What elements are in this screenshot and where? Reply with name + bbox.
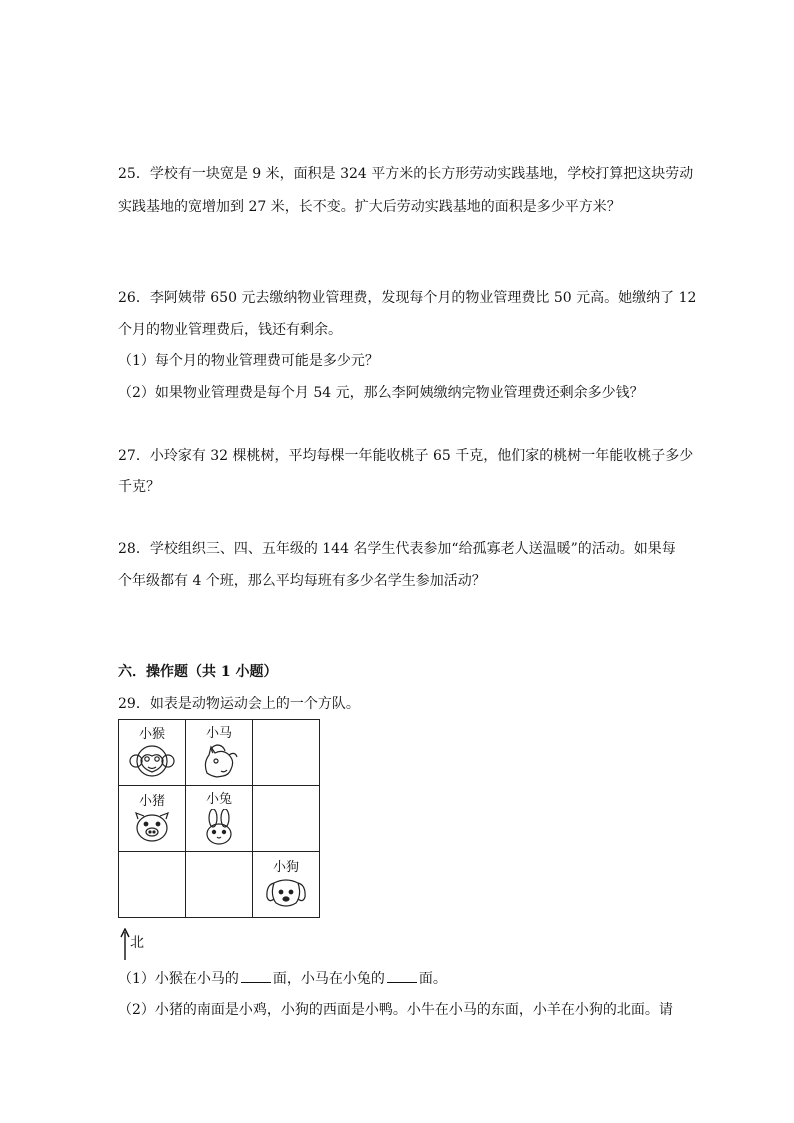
grid-cell-r3c1	[119, 852, 186, 918]
grid-cell-r3c2	[186, 852, 253, 918]
section-6-title: 六．操作题（共 1 小题）	[118, 664, 278, 680]
q29-sub1	[118, 968, 447, 989]
animal-label-rabbit: 小兔	[205, 791, 232, 807]
grid-cell-r2c3	[253, 786, 320, 852]
grid-cell-r1c1	[119, 720, 186, 786]
q25-line2: 实践基地的宽增加到 27 米，长不变。扩大后劳动实践基地的面积是多少平方米？	[118, 199, 621, 215]
q29-intro: 29．如表是动物运动会上的一个方队。	[118, 696, 360, 712]
q29-sub1-part-c: 面。	[418, 971, 447, 987]
north-label: 北	[130, 935, 144, 951]
pig-icon	[132, 811, 172, 843]
q26-sub1: （1）每个月的物业管理费可能是多少元？	[118, 353, 379, 369]
q27-line1: 27．小玲家有 32 棵桃树，平均每棵一年能收桃子 65 千克，他们家的桃树一年能收桃子多少	[118, 448, 694, 464]
answer-blank-1[interactable]	[241, 968, 271, 983]
rabbit-icon	[201, 809, 237, 845]
q28-line2: 个年级都有 4 个班，那么平均每班有多少名学生参加活动？	[118, 573, 486, 589]
animal-label-monkey: 小猴	[138, 726, 165, 742]
q25-line1: 25．学校有一块宽是 9 米，面积是 324 平方米的长方形劳动实践基地，学校打算把这块劳动	[118, 166, 694, 182]
q26-line2: 个月的物业管理费后，钱还有剩余。	[118, 322, 342, 338]
monkey-icon	[129, 744, 175, 778]
animal-label-dog: 小狗	[272, 859, 299, 875]
grid-cell-r1c2	[186, 720, 253, 786]
q29-sub1-part-b: 面，小马在小兔的	[272, 971, 385, 987]
dog-icon	[264, 877, 308, 909]
grid-cell-r2c1	[119, 786, 186, 852]
north-arrow-icon	[120, 928, 130, 960]
animal-label-pig: 小猪	[138, 793, 165, 809]
q26-line1: 26．李阿姨带 650 元去缴纳物业管理费，发现每个月的物业管理费比 50 元高。她缴纳了 12	[118, 290, 697, 306]
grid-cell-r1c3	[253, 720, 320, 786]
animal-grid	[118, 719, 320, 918]
q26-sub2: （2）如果物业管理费是每个月 54 元，那么李阿姨缴纳完物业管理费还剩余多少钱？	[118, 385, 644, 401]
horse-icon	[199, 743, 239, 779]
q27-line2: 千克？	[118, 479, 160, 495]
grid-cell-r3c3	[253, 852, 320, 918]
answer-blank-2[interactable]	[387, 968, 417, 983]
q29-sub1-part-a: （1）小猴在小马的	[118, 971, 239, 987]
animal-label-horse: 小马	[205, 725, 232, 741]
q28-line1: 28．学校组织三、四、五年级的 144 名学生代表参加“给孤寡老人送温暖”的活动。如果每	[118, 541, 676, 557]
grid-cell-r2c2	[186, 786, 253, 852]
q29-sub2: （2）小猪的南面是小鸡，小狗的西面是小鸭。小牛在小马的东面，小羊在小狗的北面。请	[118, 1002, 673, 1018]
